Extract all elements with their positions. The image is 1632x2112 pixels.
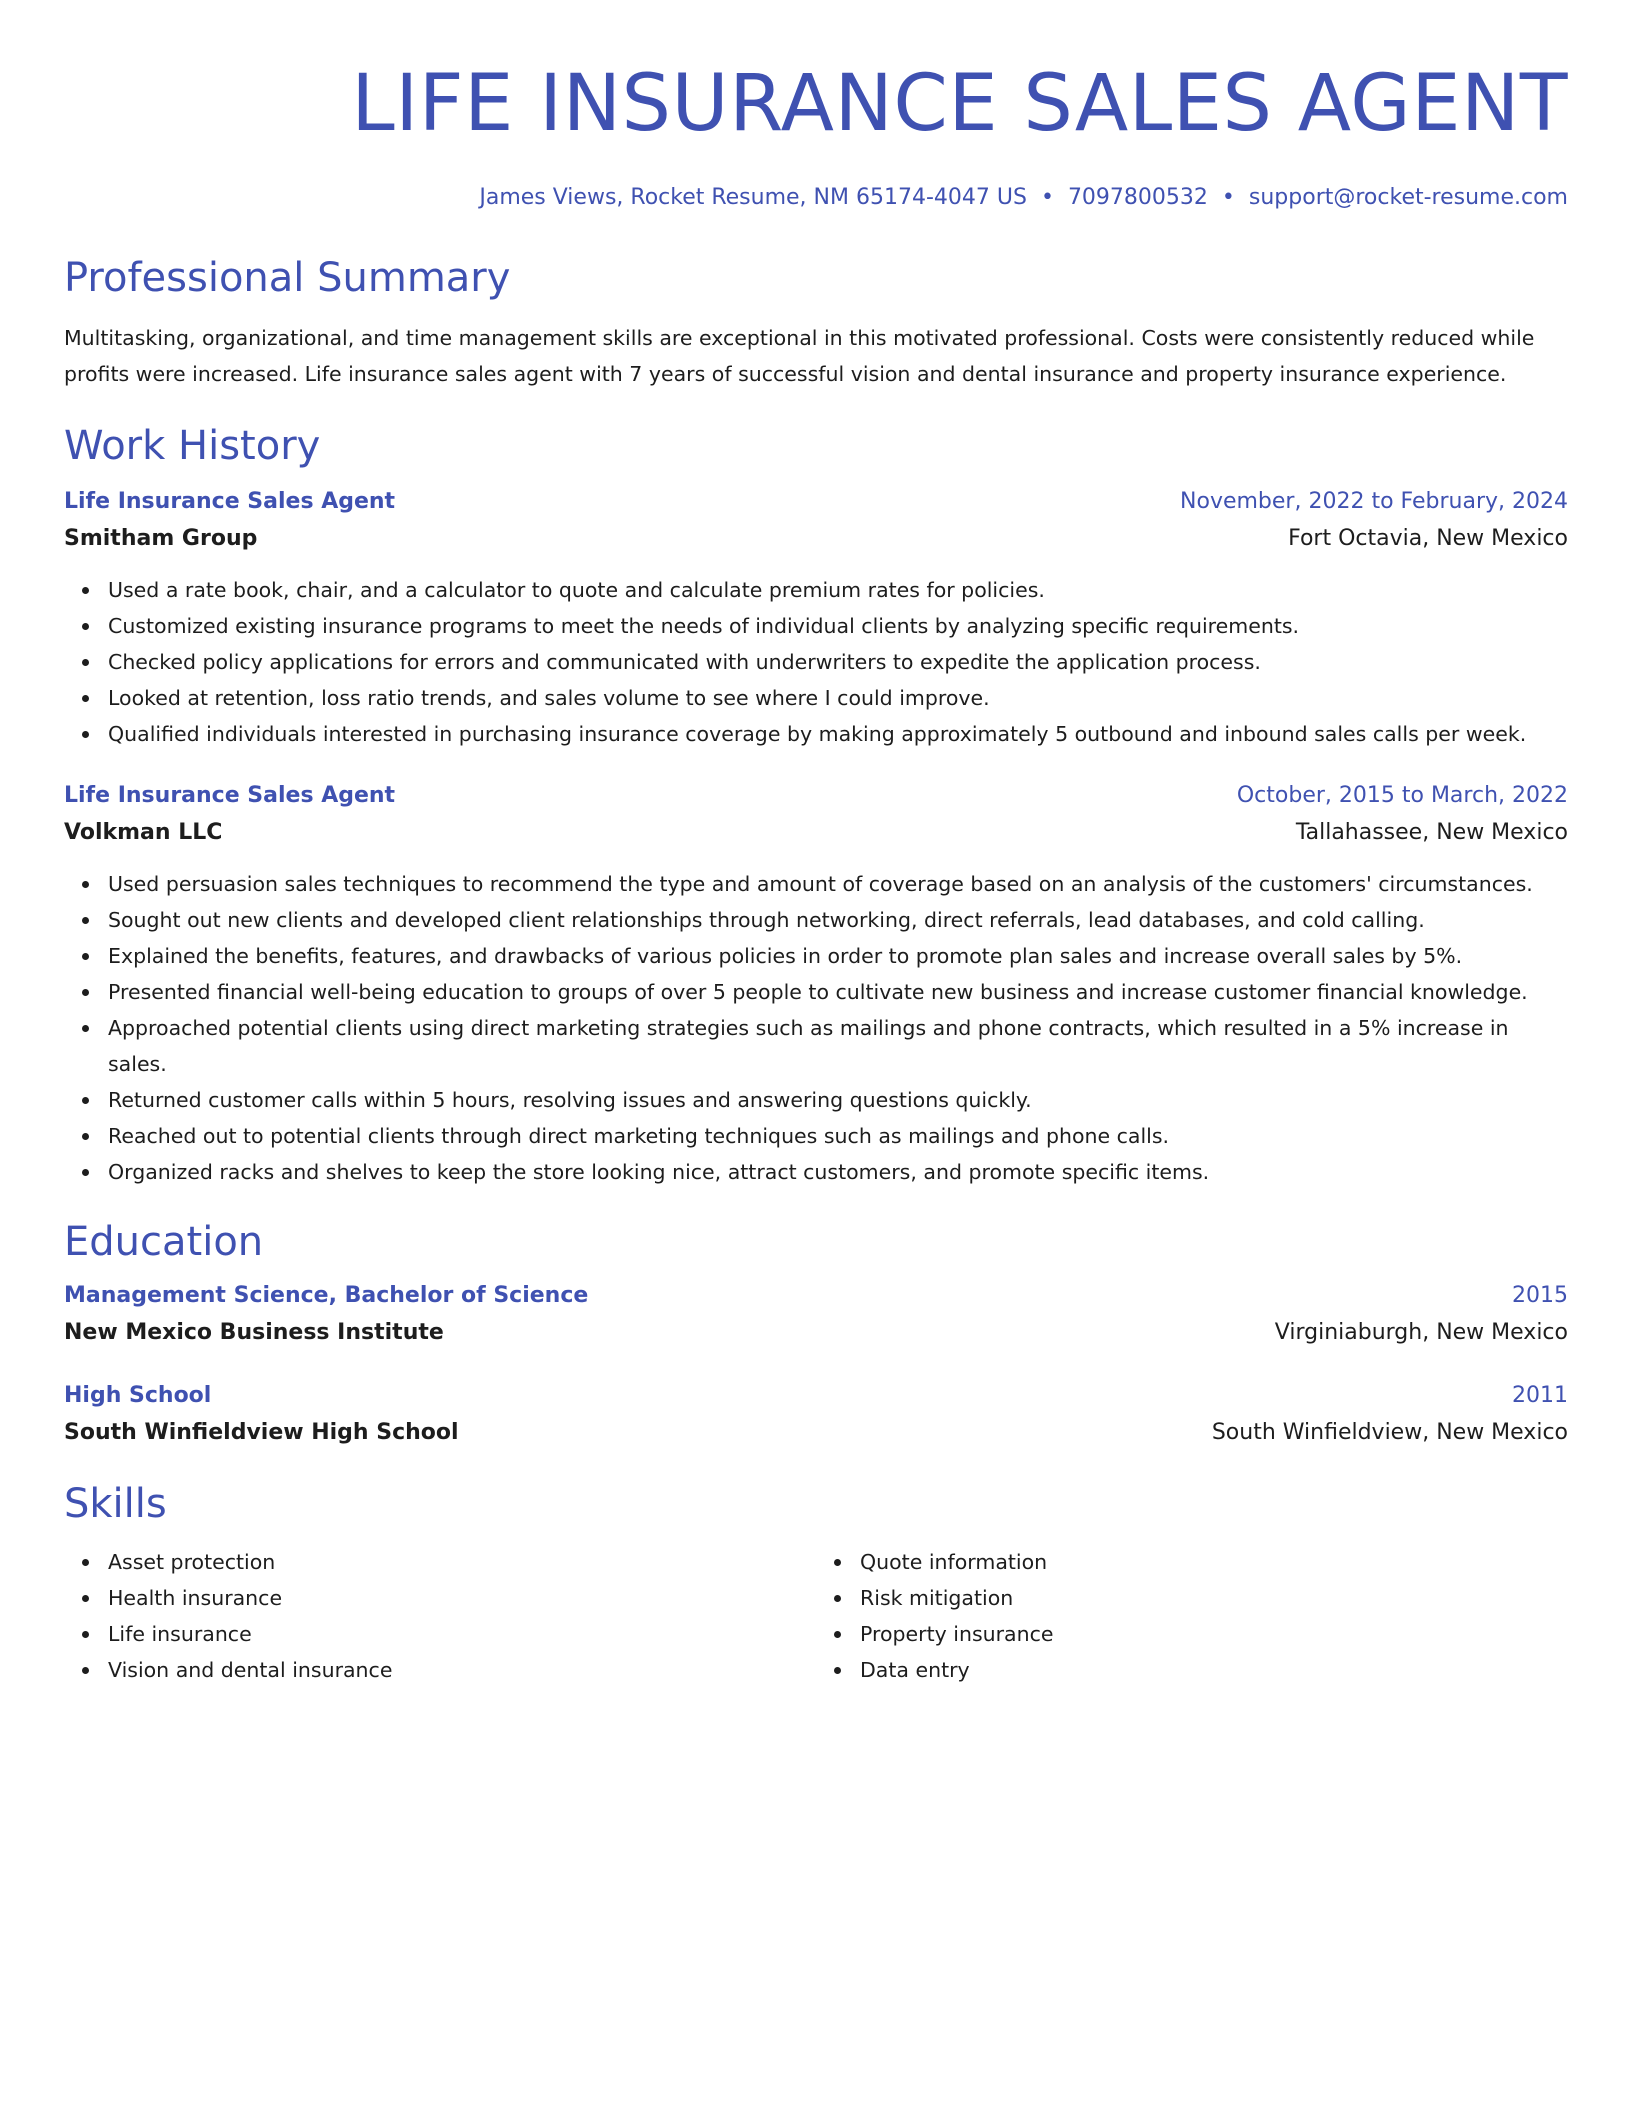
education-location: South Winfieldview, New Mexico <box>1211 1420 1568 1445</box>
summary-text: Multitasking, organizational, and time management skills are exceptional in this motivated professional. Costs were consistently reduced while profits were increased. Life insurance sales agent with 7 years of successful vision and dental insurance and property insurance experience. <box>64 326 1535 386</box>
job-bullets <box>64 572 1568 752</box>
education-school-row <box>64 1314 1568 1352</box>
education-year: 2011 <box>1512 1383 1568 1408</box>
education-entry <box>64 1278 1568 1352</box>
skill-item: Property insurance <box>860 1616 1568 1652</box>
education-school: New Mexico Business Institute <box>64 1320 444 1345</box>
contact-line <box>64 182 1568 214</box>
job-bullet: Customized existing insurance programs to meet the needs of individual clients by analyzing specific requirements. <box>108 608 1568 644</box>
job-bullet: Organized racks and shelves to keep the store looking nice, attract customers, and promote specific items. <box>108 1154 1568 1190</box>
education-heading: Education <box>64 1219 264 1265</box>
contact-separator: • <box>1040 185 1054 210</box>
job-header-row <box>64 484 1568 520</box>
work-history-heading: Work History <box>64 423 321 469</box>
job-bullet: Sought out new clients and developed client relationships through networking, direct referrals, lead databases, and cold calling. <box>108 902 1568 938</box>
job-bullet: Presented financial well-being education to groups of over 5 people to cultivate new business and increase customer financial knowledge. <box>108 974 1568 1010</box>
education-header-row <box>64 1278 1568 1314</box>
education-degree: High School <box>64 1383 212 1408</box>
job-company-row <box>64 814 1568 852</box>
job-bullet: Qualified individuals interested in purchasing insurance coverage by making approximately 5 outbound and inbound sales calls per week. <box>108 716 1568 752</box>
education-location: Virginiaburgh, New Mexico <box>1274 1320 1568 1345</box>
job-location: Fort Octavia, New Mexico <box>1288 526 1568 551</box>
skill-item: Quote information <box>860 1544 1568 1580</box>
job-entry <box>64 778 1568 1190</box>
job-company: Volkman LLC <box>64 820 223 845</box>
skill-item: Asset protection <box>108 1544 816 1580</box>
job-bullet: Reached out to potential clients through direct marketing techniques such as mailings and phone calls. <box>108 1118 1568 1154</box>
job-location: Tallahassee, New Mexico <box>1295 820 1568 845</box>
skill-item: Life insurance <box>108 1616 816 1652</box>
education-year: 2015 <box>1512 1283 1568 1308</box>
education-school: South Winfieldview High School <box>64 1420 459 1445</box>
job-bullet: Checked policy applications for errors and communicated with underwriters to expedite the application process. <box>108 644 1568 680</box>
skill-item: Data entry <box>860 1652 1568 1688</box>
skill-item: Vision and dental insurance <box>108 1652 816 1688</box>
job-bullet: Returned customer calls within 5 hours, resolving issues and answering questions quickly. <box>108 1082 1568 1118</box>
resume-header <box>64 0 1568 214</box>
job-dates: November, 2022 to February, 2024 <box>1180 489 1568 514</box>
job-company: Smitham Group <box>64 526 258 551</box>
skills-heading: Skills <box>64 1481 167 1527</box>
job-entry <box>64 484 1568 752</box>
job-bullets <box>64 866 1568 1190</box>
contact-email: support@rocket-resume.com <box>1248 185 1568 210</box>
education-school-row <box>64 1414 1568 1452</box>
education-header-row <box>64 1378 1568 1414</box>
job-bullet: Used a rate book, chair, and a calculator to quote and calculate premium rates for policies. <box>108 572 1568 608</box>
skills-column-left <box>64 1544 816 1688</box>
summary-heading: Professional Summary <box>64 255 511 301</box>
job-dates: October, 2015 to March, 2022 <box>1236 783 1568 808</box>
job-header-row <box>64 778 1568 814</box>
resume-title: LIFE INSURANCE SALES AGENT <box>351 59 1568 149</box>
skill-item: Risk mitigation <box>860 1580 1568 1616</box>
job-bullet: Explained the benefits, features, and drawbacks of various policies in order to promote plan sales and increase overall sales by 5%. <box>108 938 1568 974</box>
skills-column-right <box>816 1544 1568 1688</box>
job-role: Life Insurance Sales Agent <box>64 489 396 514</box>
contact-phone: 7097800532 <box>1067 185 1208 210</box>
skill-item: Health insurance <box>108 1580 816 1616</box>
job-bullet: Looked at retention, loss ratio trends, and sales volume to see where I could improve. <box>108 680 1568 716</box>
job-company-row <box>64 520 1568 558</box>
job-bullet: Used persuasion sales techniques to recommend the type and amount of coverage based on an analysis of the customers' circumstances. <box>108 866 1568 902</box>
education-degree: Management Science, Bachelor of Science <box>64 1283 589 1308</box>
contact-separator: • <box>1221 185 1235 210</box>
contact-address: James Views, Rocket Resume, NM 65174-4047 US <box>479 185 1027 210</box>
job-bullet: Approached potential clients using direct marketing strategies such as mailings and phone contracts, which resulted in a 5% increase in sales. <box>108 1010 1568 1082</box>
education-entry <box>64 1378 1568 1452</box>
skills-list <box>64 1544 1568 1688</box>
job-role: Life Insurance Sales Agent <box>64 783 396 808</box>
